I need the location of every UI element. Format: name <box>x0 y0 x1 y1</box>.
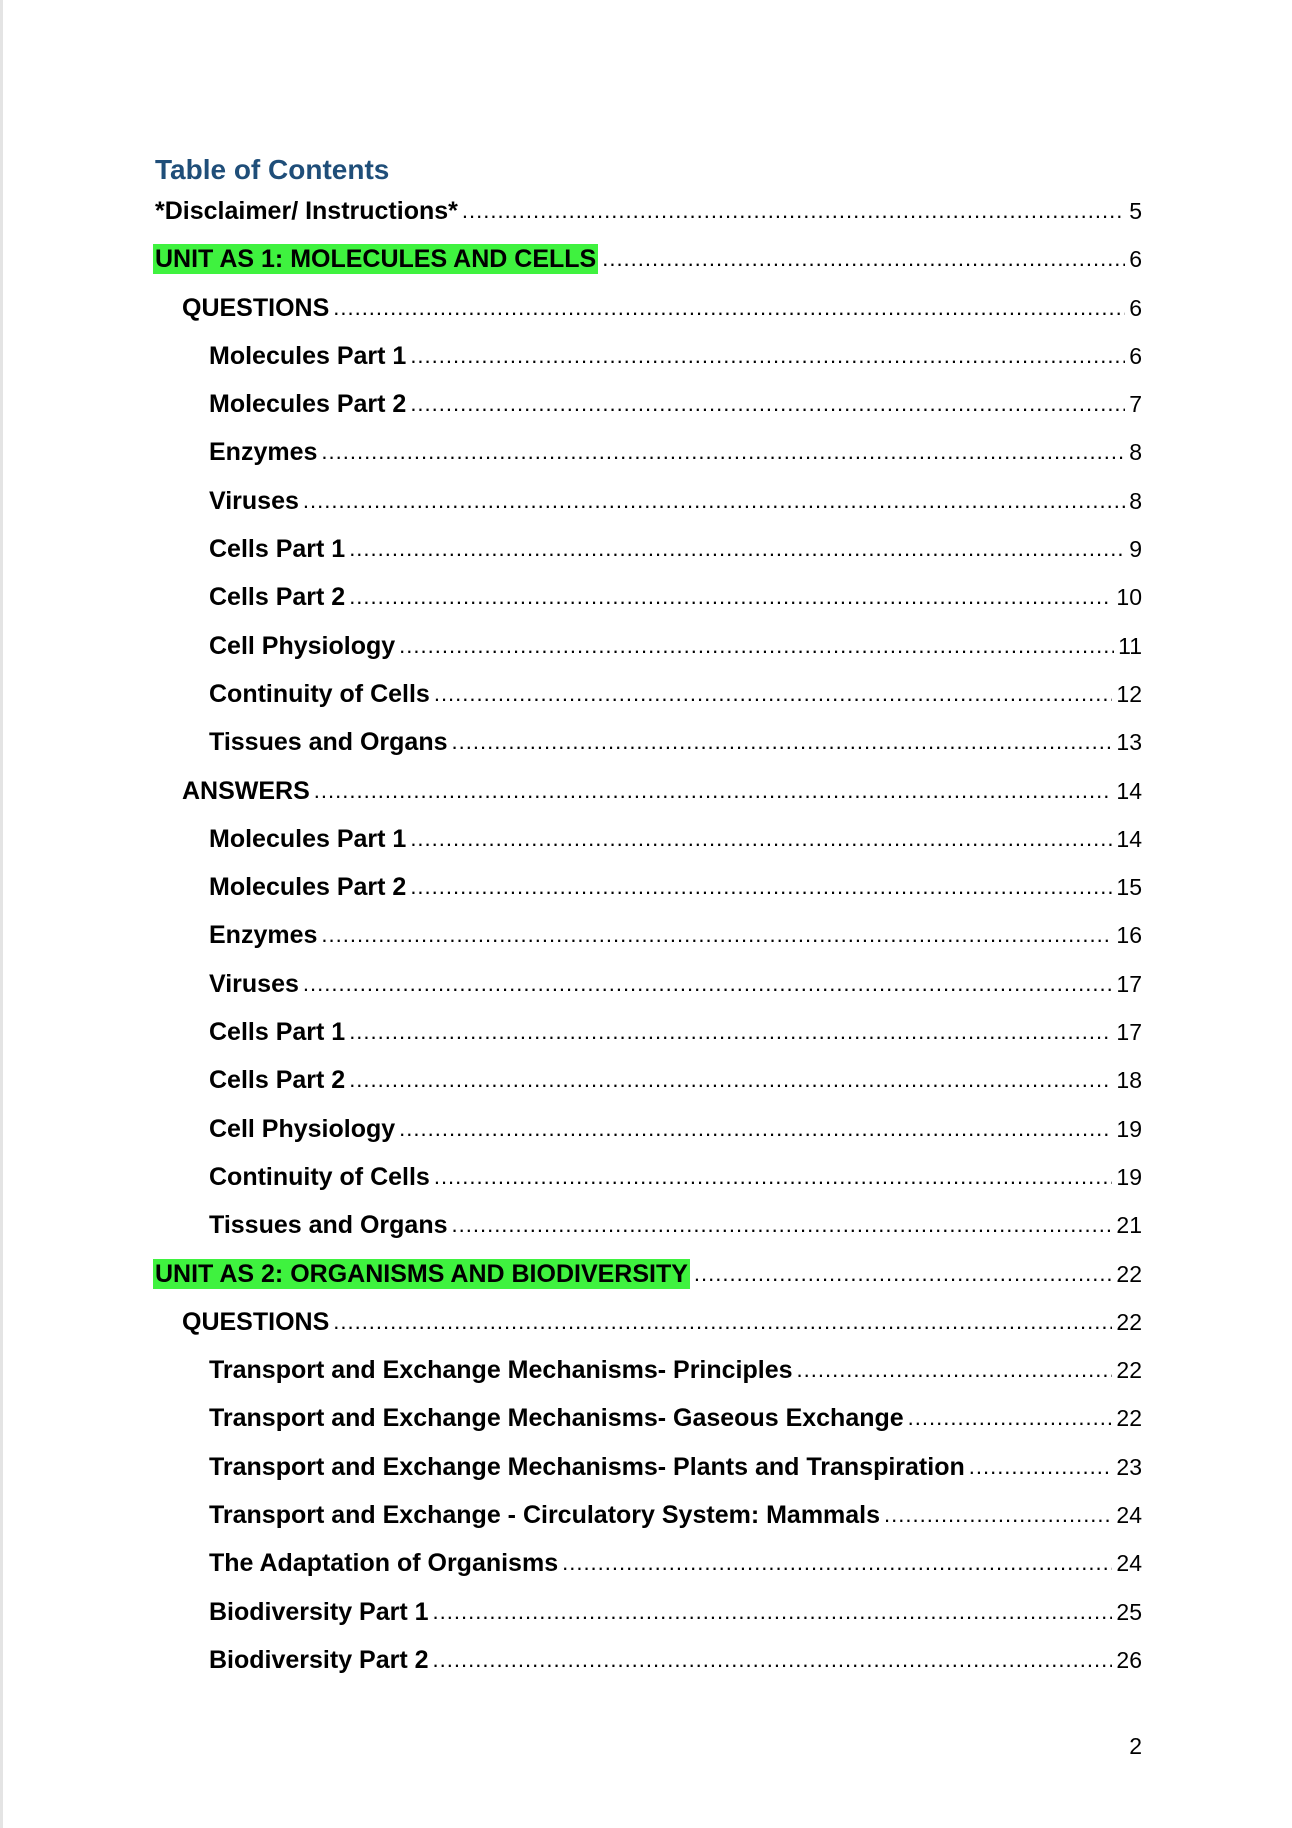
dot-leader <box>452 727 1113 757</box>
toc-entry-label: Transport and Exchange Mechanisms- Principles <box>209 1356 793 1385</box>
toc-entry-page: 24 <box>1116 1502 1142 1529</box>
toc-entry[interactable] <box>155 806 1142 854</box>
toc-entry-label: Transport and Exchange Mechanisms- Gaseous Exchange <box>209 1404 904 1433</box>
toc-list <box>155 190 1142 1675</box>
toc-entry[interactable] <box>155 661 1142 709</box>
toc-entry[interactable] <box>155 1144 1142 1192</box>
toc-entry-label: Biodiversity Part 2 <box>209 1645 429 1674</box>
toc-entry-label: Tissues and Organs <box>209 728 448 757</box>
dot-leader <box>797 1355 1113 1385</box>
toc-entry-label: Transport and Exchange Mechanisms- Plants and Transpiration <box>209 1452 965 1481</box>
toc-entry-label: Continuity of Cells <box>209 1162 430 1191</box>
toc-entry-page: 17 <box>1116 1019 1142 1046</box>
toc-entry-label: QUESTIONS <box>182 1307 330 1336</box>
toc-entry[interactable] <box>155 757 1142 805</box>
dot-leader <box>303 969 1113 999</box>
toc-entry[interactable] <box>155 1337 1142 1385</box>
toc-entry-page: 19 <box>1116 1115 1142 1142</box>
dot-leader <box>333 1307 1112 1337</box>
toc-entry-page: 18 <box>1116 1067 1142 1094</box>
toc-entry-label: *Disclaimer/ Instructions* <box>155 197 458 225</box>
dot-leader <box>908 1403 1113 1433</box>
dot-leader <box>562 1548 1112 1578</box>
toc-entry[interactable] <box>155 323 1142 371</box>
dot-leader <box>433 1645 1113 1675</box>
toc-entry[interactable] <box>155 226 1142 274</box>
toc-entry-label-highlighted: UNIT AS 1: MOLECULES AND CELLS <box>155 245 597 274</box>
page-number: 2 <box>1129 1733 1142 1759</box>
toc-entry[interactable] <box>155 516 1142 564</box>
dot-leader <box>314 776 1113 806</box>
toc-entry[interactable] <box>155 1385 1142 1433</box>
toc-entry-page: 6 <box>1129 342 1142 369</box>
toc-entry-label: The Adaptation of Organisms <box>209 1549 559 1578</box>
toc-entry-page: 25 <box>1116 1598 1142 1625</box>
toc-entry-label: Transport and Exchange - Circulatory System: Mammals <box>209 1501 881 1530</box>
toc-entry[interactable] <box>155 1578 1142 1626</box>
toc-entry-page: 14 <box>1116 825 1142 852</box>
toc-entry-label: Tissues and Organs <box>209 1211 448 1240</box>
dot-leader <box>349 1065 1112 1095</box>
toc-entry-page: 6 <box>1129 246 1142 273</box>
dot-leader <box>434 1162 1113 1192</box>
dot-leader <box>349 582 1112 612</box>
toc-entry[interactable] <box>155 1627 1142 1675</box>
toc-entry[interactable] <box>155 902 1142 950</box>
toc-entry[interactable] <box>155 1047 1142 1095</box>
toc-entry-label: ANSWERS <box>182 776 310 805</box>
dot-leader <box>434 679 1113 709</box>
toc-entry[interactable] <box>155 564 1142 612</box>
toc-entry-label: Viruses <box>209 486 299 515</box>
dot-leader <box>321 920 1112 950</box>
toc-entry-page: 13 <box>1116 729 1142 756</box>
dot-leader <box>349 534 1125 564</box>
dot-leader <box>410 872 1112 902</box>
table-of-contents <box>155 150 1142 1675</box>
toc-entry[interactable] <box>155 1530 1142 1578</box>
toc-entry[interactable] <box>155 190 1142 226</box>
toc-entry-page: 23 <box>1116 1453 1142 1480</box>
dot-leader <box>349 1017 1112 1047</box>
toc-entry-page: 24 <box>1116 1550 1142 1577</box>
toc-entry[interactable] <box>155 612 1142 660</box>
toc-entry[interactable] <box>155 709 1142 757</box>
toc-entry-page: 22 <box>1116 1260 1142 1287</box>
toc-entry-page: 22 <box>1116 1405 1142 1432</box>
toc-entry[interactable] <box>155 1240 1142 1288</box>
toc-entry-label: Cell Physiology <box>209 1114 396 1143</box>
dot-leader <box>602 244 1125 274</box>
dot-leader <box>399 631 1114 661</box>
toc-entry[interactable] <box>155 1095 1142 1143</box>
toc-entry-page: 9 <box>1129 536 1142 563</box>
page-edge <box>0 0 3 1828</box>
dot-leader <box>433 1597 1113 1627</box>
toc-entry-label: Cells Part 2 <box>209 1066 346 1095</box>
toc-entry-page: 15 <box>1116 874 1142 901</box>
toc-entry-label: QUESTIONS <box>182 293 330 322</box>
toc-entry[interactable] <box>155 1192 1142 1240</box>
toc-entry[interactable] <box>155 419 1142 467</box>
toc-entry[interactable] <box>155 950 1142 998</box>
toc-entry-label: Biodiversity Part 1 <box>209 1597 429 1626</box>
dot-leader <box>884 1500 1112 1530</box>
toc-entry-label: Viruses <box>209 969 299 998</box>
dot-leader <box>410 389 1125 419</box>
toc-entry-page: 14 <box>1116 777 1142 804</box>
toc-entry-page: 21 <box>1116 1212 1142 1239</box>
toc-entry-page: 26 <box>1116 1646 1142 1673</box>
toc-entry-label: Molecules Part 2 <box>209 390 407 419</box>
dot-leader <box>410 824 1112 854</box>
toc-entry-label: Molecules Part 1 <box>209 341 407 370</box>
toc-entry-label: Continuity of Cells <box>209 679 430 708</box>
toc-entry-page: 17 <box>1116 970 1142 997</box>
toc-entry-page: 6 <box>1129 294 1142 321</box>
toc-entry-page: 12 <box>1116 680 1142 707</box>
toc-entry-label: Enzymes <box>209 438 318 467</box>
dot-leader <box>969 1452 1113 1482</box>
toc-entry-page: 16 <box>1116 922 1142 949</box>
toc-entry-page: 22 <box>1116 1308 1142 1335</box>
toc-entry-label-highlighted: UNIT AS 2: ORGANISMS AND BIODIVERSITY <box>155 1259 688 1288</box>
toc-entry[interactable] <box>155 467 1142 515</box>
toc-entry-page: 5 <box>1129 198 1142 224</box>
toc-entry-page: 19 <box>1116 1163 1142 1190</box>
dot-leader <box>333 293 1125 323</box>
toc-entry-label: Cells Part 1 <box>209 1018 346 1047</box>
toc-entry-label: Molecules Part 1 <box>209 824 407 853</box>
toc-entry-label: Cells Part 2 <box>209 583 346 612</box>
toc-entry-page: 11 <box>1118 632 1142 659</box>
toc-entry-page: 8 <box>1129 487 1142 514</box>
toc-entry-page: 10 <box>1116 584 1142 611</box>
toc-entry[interactable] <box>155 1289 1142 1337</box>
toc-entry[interactable] <box>155 1433 1142 1481</box>
toc-entry[interactable] <box>155 1482 1142 1530</box>
toc-title: Table of Contents <box>155 154 390 185</box>
toc-entry[interactable] <box>155 854 1142 902</box>
toc-entry-label: Enzymes <box>209 921 318 950</box>
dot-leader <box>452 1210 1113 1240</box>
dot-leader <box>321 437 1125 467</box>
toc-entry-page: 8 <box>1129 439 1142 466</box>
toc-entry-label: Cells Part 1 <box>209 535 346 564</box>
toc-entry[interactable] <box>155 999 1142 1047</box>
dot-leader <box>399 1114 1112 1144</box>
toc-entry-page: 7 <box>1129 391 1142 418</box>
toc-entry-label: Cell Physiology <box>209 631 396 660</box>
dot-leader <box>694 1259 1112 1289</box>
toc-entry[interactable] <box>155 274 1142 322</box>
dot-leader <box>410 341 1125 371</box>
toc-entry[interactable] <box>155 371 1142 419</box>
dot-leader <box>303 486 1125 516</box>
toc-entry-page: 22 <box>1116 1357 1142 1384</box>
toc-entry-label: Molecules Part 2 <box>209 873 407 902</box>
dot-leader <box>462 196 1125 226</box>
